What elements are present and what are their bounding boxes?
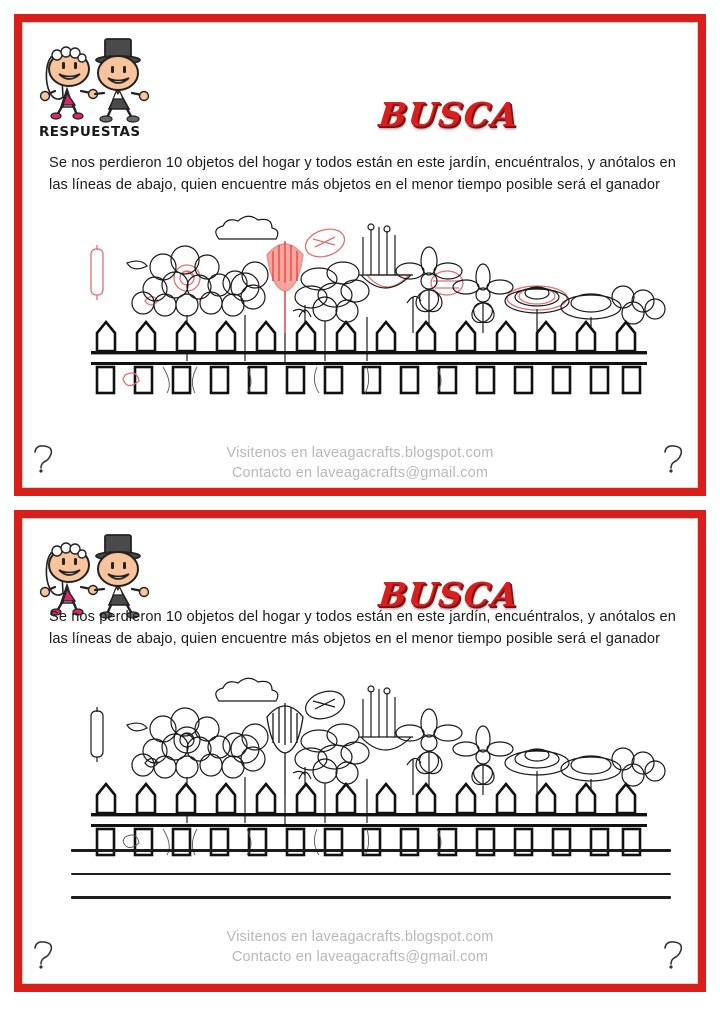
page-title: BUSCA: [376, 95, 521, 134]
answer-line[interactable]: [71, 873, 671, 876]
footer-email: Contacto en laveagacrafts@gmail.com: [231, 465, 489, 481]
answer-writing-lines: [71, 849, 671, 920]
answer-line[interactable]: [71, 896, 671, 899]
question-mark-icon-left: [31, 939, 57, 969]
answer-line[interactable]: [71, 849, 671, 852]
panel-puzzle-inner: [22, 518, 698, 984]
instructions-text-puzzle: Se nos perdieron 10 objetos del hogar y todos están en este jardín, encuéntralos, y anótalos en las líneas de abajo, quien encuentre más objetos en el menor tiempo posible será el ganador: [49, 609, 676, 647]
footer-website: Visitenos en laveagacrafts.blogspot.com: [226, 445, 494, 461]
footer-answers: [23, 443, 697, 483]
footer-website: Visitenos en laveagacrafts.blogspot.com: [226, 929, 494, 945]
panel-answers: [14, 14, 706, 496]
respuestas-label: RESPUESTAS: [39, 124, 141, 140]
panel-puzzle: [14, 510, 706, 992]
footer-email: Contacto en laveagacrafts@gmail.com: [231, 949, 489, 965]
footer-puzzle: [23, 927, 697, 967]
garden-illustration-puzzle: [67, 667, 671, 857]
question-mark-icon-right: [661, 443, 687, 473]
question-mark-icon-right: [661, 939, 687, 969]
panel-answers-inner: [22, 22, 698, 488]
bride-groom-icon: [37, 31, 157, 123]
garden-illustration-answers: [67, 205, 671, 395]
page-title-puzzle: BUSCA: [376, 575, 521, 614]
bride-groom-icon-puzzle: [37, 527, 157, 619]
instructions-text: Se nos perdieron 10 objetos del hogar y todos están en este jardín, encuéntralos, y anótalos en las líneas de abajo, quien encuentre más objetos en el menor tiempo posible será el ganador: [49, 155, 676, 193]
question-mark-icon-left: [31, 443, 57, 473]
